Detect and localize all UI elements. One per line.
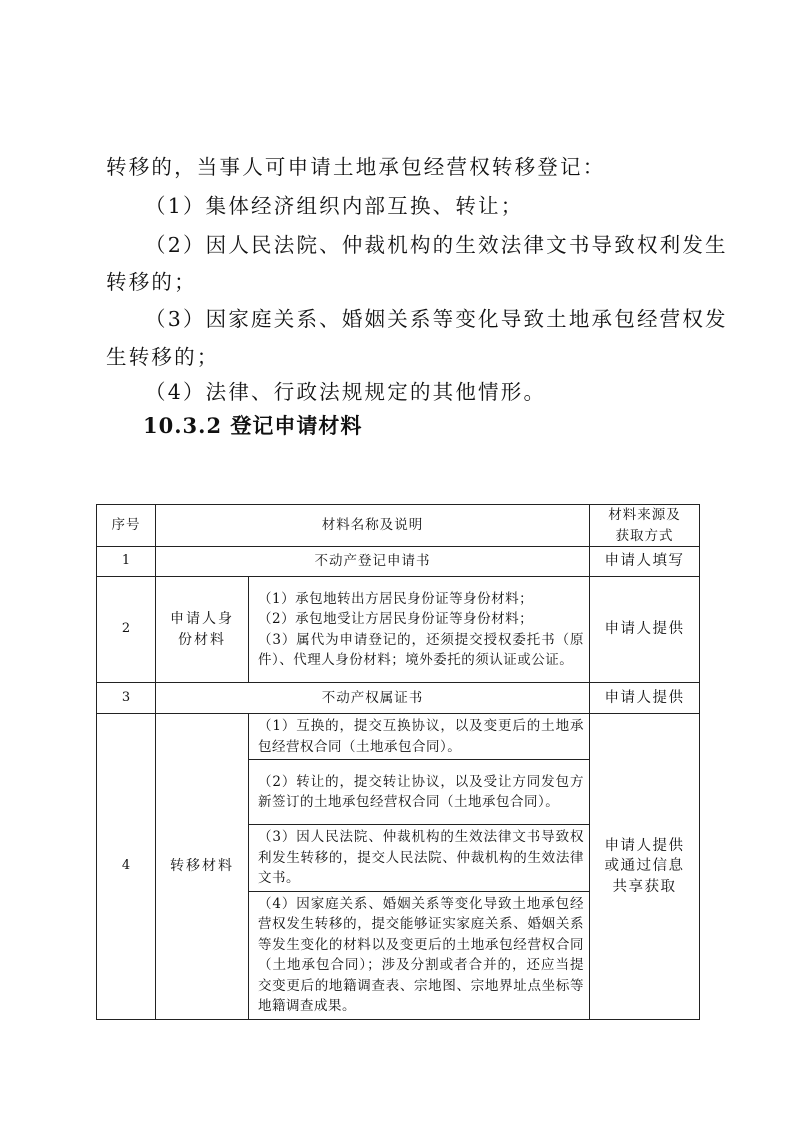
row-no: 4 (97, 714, 156, 1020)
row-no: 3 (97, 683, 156, 714)
paragraph-continuation: 转移的，当事人可申请土地承包经营权转移登记： (106, 155, 606, 179)
source-line1: 申请人提供 (604, 837, 685, 854)
row-source: 申请人填写 (590, 547, 700, 577)
row-category (156, 577, 249, 683)
category-line2: 份材料 (178, 631, 226, 648)
table-row (97, 577, 700, 683)
header-source (590, 505, 700, 547)
paragraph-item-3: （3）因家庭关系、婚姻关系等变化导致土地承包经营权发 (145, 307, 728, 331)
paragraph-item-2-cont: 转移的； (106, 270, 197, 294)
row-source (590, 714, 700, 1020)
paragraph-item-4: （4）法律、行政法规规定的其他情形。 (145, 380, 547, 404)
materials-table (96, 504, 700, 1020)
desc-line: （3）属代为申请登记的，还须提交授权委托书（原件）、代理人身份材料；境外委托的须认证或公证。 (258, 631, 584, 668)
row-source: 申请人提供 (590, 683, 700, 714)
paragraph-item-3-cont: 生转移的； (106, 345, 220, 369)
desc-line: （1）承包地转出方居民身份证等身份材料； (258, 590, 534, 607)
row-name: 不动产登记申请书 (156, 547, 590, 577)
table-row (97, 714, 700, 760)
row-item-1: （1）互换的，提交互换协议，以及变更后的土地承包经营权合同（土地承包合同）。 (249, 714, 590, 760)
header-no: 序号 (97, 505, 156, 547)
row-source: 申请人提供 (590, 577, 700, 683)
source-line3: 共享获取 (612, 878, 677, 895)
desc-line: （2）承包地受让方居民身份证等身份材料； (258, 611, 534, 627)
header-source-line1: 材料来源及 (608, 507, 681, 523)
row-item-2: （2）转让的，提交转让协议，以及受让方同发包方新签订的土地承包经营权合同（土地承包合同）。 (249, 760, 590, 825)
row-name: 不动产权属证书 (156, 683, 590, 714)
paragraph-item-1: （1）集体经济组织内部互换、转让； (145, 194, 524, 218)
header-source-line2: 获取方式 (615, 527, 674, 544)
table-row (97, 547, 700, 577)
category-line1: 申请人身 (170, 611, 234, 627)
row-description (249, 577, 590, 683)
table-row (97, 683, 700, 714)
section-heading: 10.3.2 登记申请材料 (143, 413, 363, 438)
row-item-3: （3）因人民法院、仲裁机构的生效法律文书导致权利发生转移的，提交人民法院、仲裁机构的生效法律文书。 (249, 825, 590, 892)
header-name: 材料名称及说明 (156, 505, 590, 547)
row-category: 转移材料 (156, 714, 249, 1020)
row-item-4: （4）因家庭关系、婚姻关系等变化导致土地承包经营权发生转移的，提交能够证实家庭关系、婚姻关系等发生变化的材料以及变更后的土地承包经营权合同（土地承包合同）；涉及分割或者合并的，还应当提交变更后的地籍调查表、宗地图、宗地界址点坐标等地籍调查成果。 (249, 891, 590, 1019)
paragraph-item-2: （2）因人民法院、仲裁机构的生效法律文书导致权利发生 (145, 233, 728, 257)
row-no: 2 (97, 577, 156, 683)
row-no: 1 (97, 547, 156, 577)
source-line2: 或通过信息 (604, 858, 685, 874)
table-header-row (97, 505, 700, 547)
